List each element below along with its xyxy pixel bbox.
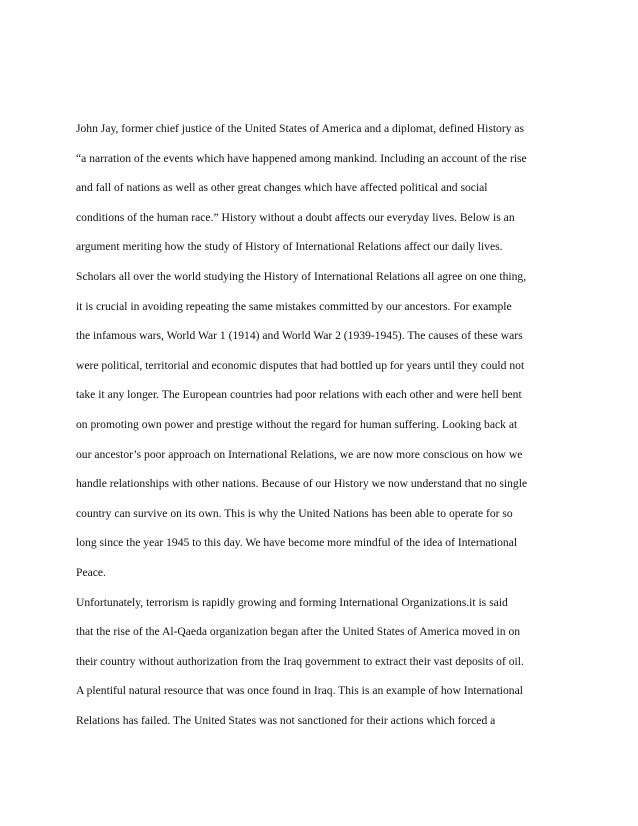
text-line: “a narration of the events which have happened among mankind. Including an account of the rise bbox=[76, 151, 527, 165]
text-line: conditions of the human race.” History without a doubt affects our everyday lives. Below is an bbox=[76, 210, 515, 224]
text-line: on promoting own power and prestige without the regard for human suffering. Looking back at bbox=[76, 417, 518, 431]
paragraph-1 bbox=[76, 114, 576, 262]
text-line: Relations has failed. The United States was not sanctioned for their actions which forced a bbox=[76, 713, 496, 727]
text-line: their country without authorization from the Iraq government to extract their vast deposits of oil. bbox=[76, 654, 524, 668]
text-line: Scholars all over the world studying the History of International Relations all agree on one thing, bbox=[76, 269, 527, 283]
paragraph-3 bbox=[76, 588, 576, 736]
text-line: Peace. bbox=[76, 565, 106, 579]
document-body bbox=[76, 114, 576, 735]
text-line: A plentiful natural resource that was once found in Iraq. This is an example of how International bbox=[76, 684, 523, 698]
text-line: Unfortunately, terrorism is rapidly growing and forming International Organizations.it is said bbox=[76, 595, 508, 609]
text-line: John Jay, former chief justice of the United States of America and a diplomat, defined History as bbox=[76, 122, 525, 135]
text-line: argument meriting how the study of History of International Relations affect our daily lives. bbox=[76, 240, 503, 254]
text-line: the infamous wars, World War 1 (1914) and World War 2 (1939-1945). The causes of these wars bbox=[76, 329, 523, 343]
text-line: long since the year 1945 to this day. We have become more mindful of the idea of International bbox=[76, 536, 518, 550]
text-line: that the rise of the Al-Qaeda organization began after the United States of America moved in on bbox=[76, 625, 521, 639]
text-line: and fall of nations as well as other great changes which have affected political and social bbox=[76, 181, 488, 195]
text-line: our ancestor’s poor approach on International Relations, we are now more conscious on how we bbox=[76, 447, 523, 461]
text-line: it is crucial in avoiding repeating the same mistakes committed by our ancestors. For example bbox=[76, 299, 512, 313]
paragraph-2 bbox=[76, 262, 576, 588]
text-line: country can survive on its own. This is why the United Nations has been able to operate for so bbox=[76, 506, 513, 520]
text-line: take it any longer. The European countries had poor relations with each other and were hell bent bbox=[76, 388, 522, 402]
text-line: were political, territorial and economic disputes that had bottled up for years until they could not bbox=[76, 358, 525, 372]
text-line: handle relationships with other nations. Because of our History we now understand that no single bbox=[76, 477, 528, 491]
